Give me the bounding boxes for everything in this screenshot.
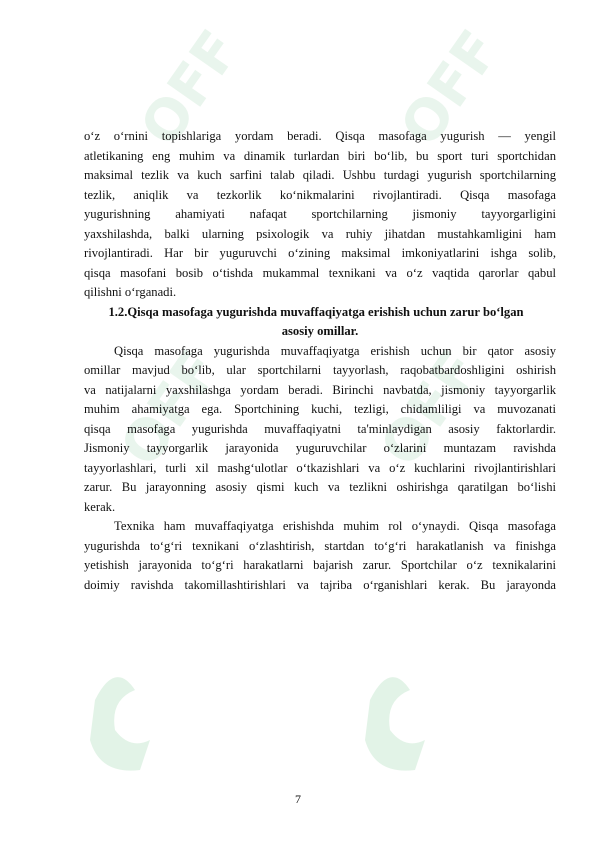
- watermark-text-top-left: OFF: [128, 19, 253, 159]
- heading-line-1: 1.2.Qisqa masofaga yugurishda muvaffaqiyatga erishish uchun zarur bo‘lgan: [108, 304, 524, 319]
- text-line: yugurishda to‘g‘ri texnikani o‘zlashtirish, startdan to‘g‘ri harakatlanish va finishga: [84, 538, 556, 553]
- text-line: Jismoniy tayyorgarlik jarayonida yuguruvchilar o‘zlarini muntazam ravishda: [84, 441, 556, 455]
- text-line: tezlik, aniqlik va tezkorlik ko‘nikmalarini rivojlantiradi. Qisqa masofaga: [84, 187, 556, 202]
- watermark-logo-right: [365, 677, 425, 770]
- text-line: kerak.: [84, 499, 116, 514]
- watermark-logo-left: [90, 677, 150, 770]
- text-line: qisqa masofani bosib o‘tishda mukammal texnikani va o‘z vaqtida qarorlar qabul: [84, 265, 556, 280]
- text-line: muhim ahamiyatga ega. Sportchining kuchi, tezligi, chidamliligi va muvozanati: [84, 402, 556, 416]
- text-line: Texnika ham muvaffaqiyatga erishishda muhim rol o‘ynaydi. Qisqa masofaga: [114, 519, 556, 533]
- watermark-text-mid-right: OFF: [368, 339, 493, 479]
- text-line: va natijalarni yaxshilashga yordam beradi. Birinchi navbatda, jismoniy tayyorgarlik: [84, 382, 556, 397]
- paragraph-3: [84, 517, 556, 595]
- text-line: yetishish jarayonida to‘g‘ri harakatlarni bajarish zarur. Sportchilar o‘z texnikalarini: [84, 558, 556, 572]
- heading-line-2: asosiy omillar.: [281, 324, 359, 338]
- paragraph-2: [84, 342, 556, 518]
- text-line: maksimal tezlik va kuch sarfini talab qiladi. Ushbu turdagi yugurish sportchilarning: [84, 168, 556, 182]
- text-line: atletikaning eng muhim va dinamik turlardan biri bo‘lib, bu sport turi sportchidan: [84, 148, 556, 163]
- section-heading: [84, 303, 556, 342]
- text-line: doimiy ravishda takomillashtirishlari va tajriba o‘rganishlari kerak. Bu jarayonda: [84, 577, 556, 592]
- text-line: omillar mavjud bo‘lib, ular sportchilarni tayyorlash, raqobatbardoshligini oshirish: [84, 363, 556, 377]
- text-line: yugurishning ahamiyati nafaqat sportchilarning jismoniy tayyorgarligini: [84, 207, 556, 221]
- text-line: tayyorlashlari, turli xil mashg‘ulotlar o‘tkazishlari va o‘z kuchlarini rivojlantirishlari: [84, 460, 556, 475]
- text-line: qilishni o‘rganadi.: [84, 285, 177, 299]
- watermark-text-top-right: OFF: [388, 19, 513, 159]
- text-line: qisqa masofaga yugurishda muvaffaqiyatni ta'minlaydigan asosiy faktorlardir.: [84, 421, 556, 436]
- paragraph-1: [84, 127, 556, 303]
- text-line: zarur. Bu jarayonning asosiy qismi kuch va tezlikni oshirishga qaratilgan bo‘lishi: [84, 480, 556, 494]
- page-number: 7: [295, 792, 301, 806]
- text-line: o‘z o‘rnini topishlariga yordam beradi. Qisqa masofaga yugurish — yengil: [84, 129, 556, 143]
- watermark-text-mid-left: OFF: [108, 339, 233, 479]
- text-line: yaxshilashda, balki ularning psixologik va ruhiy jihatdan mustahkamligini ham: [84, 226, 556, 241]
- text-line: Qisqa masofaga yugurishda muvaffaqiyatga erishish uchun bir qator asosiy: [114, 343, 556, 358]
- page-content: [84, 127, 556, 595]
- text-line: rivojlantiradi. Har bir yuguruvchi o‘zining maksimal imkoniyatlarini ishga solib,: [84, 246, 556, 260]
